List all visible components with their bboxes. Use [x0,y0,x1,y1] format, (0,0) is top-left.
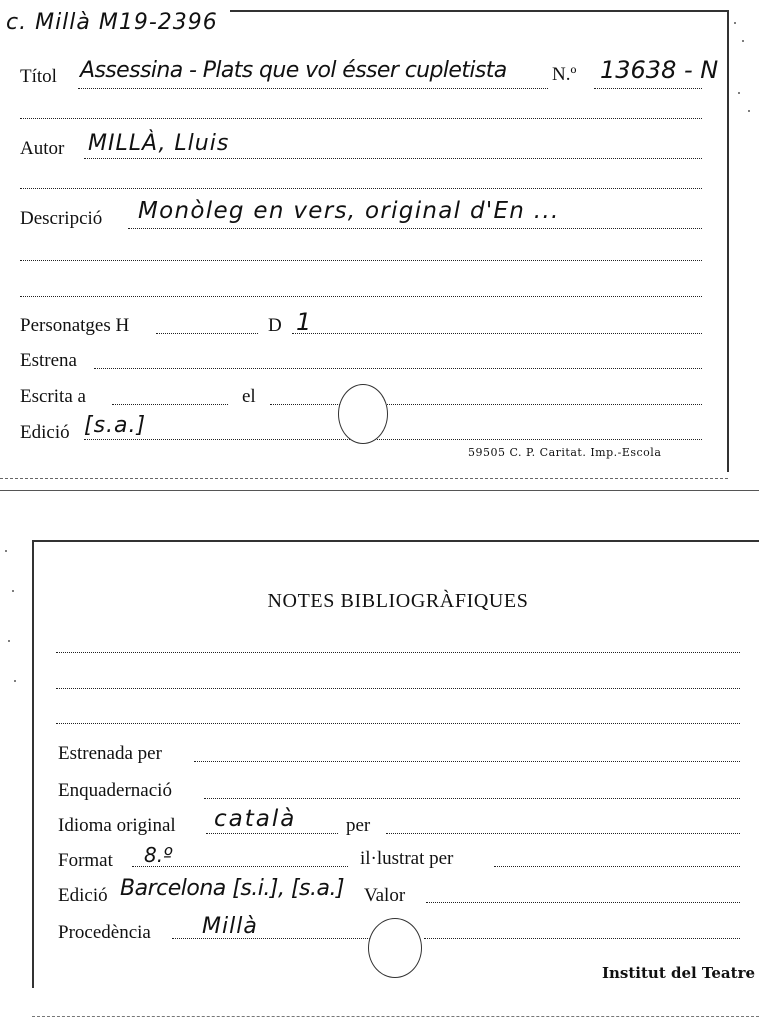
edicio-label: Edició [20,422,70,443]
estrena-line [94,368,702,369]
card2-punch-hole [368,918,422,978]
personatges-label: Personatges H [20,315,130,336]
autor-label: Autor [20,138,65,159]
notes-line-2 [56,688,740,689]
idioma-line [206,833,338,834]
corner-note: c. Millà M19-2396 [6,10,218,35]
enquadernacio-label: Enquadernació [58,780,172,801]
card2-top-border [32,540,759,542]
notes-title: NOTES BIBLIOGRÀFIQUES [267,590,529,612]
card1-right-border [727,10,729,472]
descripcio-label: Descripció [20,208,103,229]
autor-line [84,158,702,159]
printer-imprint: 59505 C. P. Caritat. Imp.-Escola [468,446,662,459]
valor-line [426,902,740,903]
num-line [594,88,702,89]
edicio2-label: Edició [58,885,108,906]
idioma-value: català [214,806,297,832]
estrena-label: Estrena [20,350,77,371]
card1-top-border [230,10,728,12]
escrita-label: Escrita a [20,386,86,407]
idioma-label: Idioma original [58,815,176,836]
institution-stamp: Institut del Teatre [602,964,756,982]
descripcio-extra-line-1 [20,260,702,261]
notes-line-3 [56,723,740,724]
titol-value: Assessina - Plats que vol ésser cupletista [80,58,507,83]
titol-line [78,88,548,89]
format-value: 8.º [144,843,173,867]
format-label: Format [58,850,113,871]
procedencia-line-right [424,938,740,939]
illustrat-label: il·lustrat per [360,848,454,869]
d-label: D [268,315,282,336]
descripcio-value: Monòleg en vers, original d'En ... [138,198,560,224]
el-label: el [242,386,256,407]
autor-value: MILLÀ, Lluis [88,131,230,156]
descripcio-line [128,228,702,229]
personatges-h-line [156,333,258,334]
num-label: N.º [552,64,577,85]
personatges-d-line [292,333,702,334]
edicio-value: [s.a.] [84,413,147,438]
procedencia-label: Procedència [58,922,151,943]
enquadernacio-line [204,798,740,799]
card2-bottom-dash [32,1016,759,1017]
valor-label: Valor [364,885,406,906]
notes-line-1 [56,652,740,653]
idioma-per-line [386,833,740,834]
num-value: 13638 - N [600,56,719,84]
escrita-line [112,404,228,405]
descripcio-extra-line-2 [20,296,702,297]
card1-bottom-dash [0,478,728,479]
idioma-per-label: per [346,815,371,836]
procedencia-value: Millà [202,914,258,939]
d-value: 1 [296,308,312,336]
illustrat-line [494,866,740,867]
el-line [270,404,702,405]
estrenada-line [194,761,740,762]
autor-extra-line [20,188,702,189]
titol-extra-line [20,118,702,119]
edicio-line [84,439,702,440]
card1-bottom-edge [0,490,759,491]
titol-label: Títol [20,66,57,87]
edicio2-value: Barcelona [s.i.], [s.a.] [120,876,345,901]
estrenada-label: Estrenada per [58,743,162,764]
card1-punch-hole [338,384,388,444]
